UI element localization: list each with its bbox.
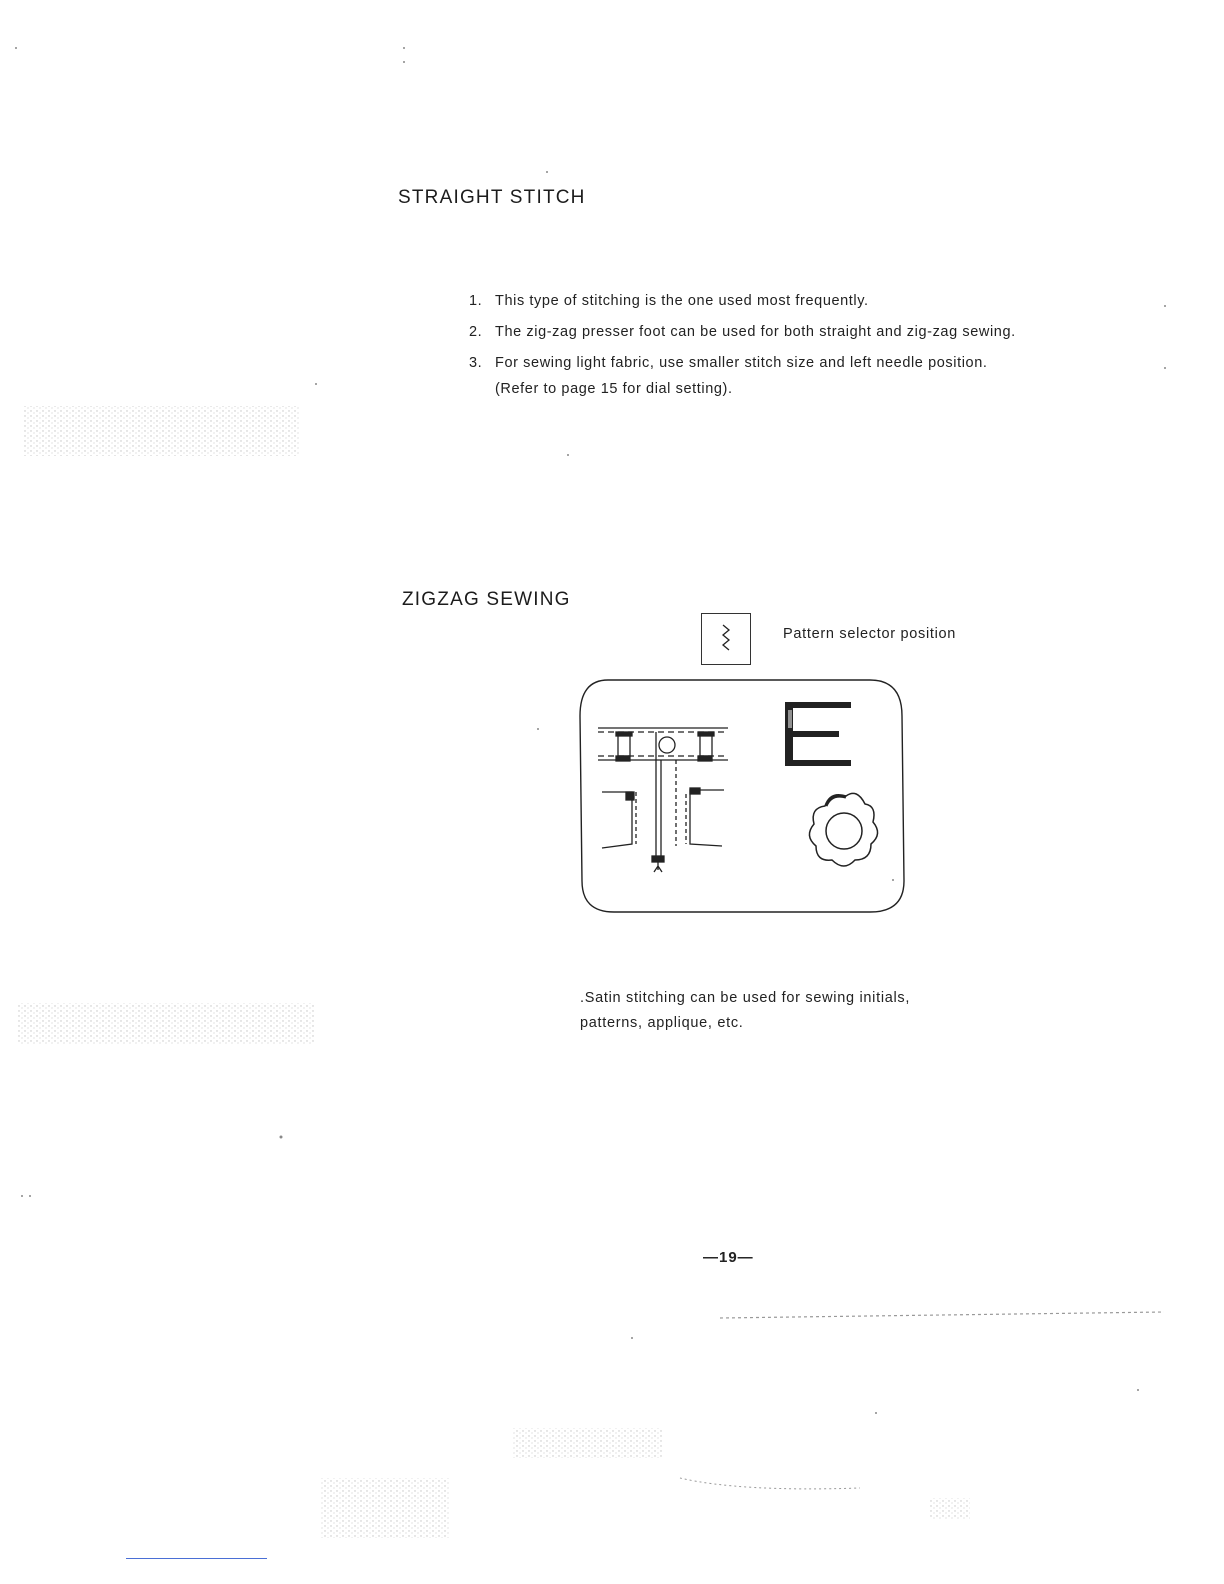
list-item-text: This type of stitching is the one used most frequently. [495,293,869,309]
caption-line: patterns, applique, etc. [580,1015,744,1031]
zigzag-stitch-icon [702,614,749,663]
straight-stitch-heading: STRAIGHT STITCH [398,187,586,208]
list-item-note: (Refer to page 15 for dial setting). [495,381,733,397]
zigzag-sewing-heading: ZIGZAG SEWING [402,589,571,610]
pattern-selector-label: Pattern selector position [783,626,957,642]
presser-foot-icon [598,728,728,872]
straight-stitch-list [469,292,1109,411]
page-number: —19— [703,1249,754,1266]
list-item-number: 2. [469,324,483,340]
caption-line: .Satin stitching can be used for sewing initials, [580,990,911,1006]
satin-caption [580,986,910,1036]
list-item-number: 1. [469,293,483,309]
zigzag-illustration [574,676,910,916]
bottom-rule [126,1558,267,1559]
pattern-selector-box [701,613,751,665]
list-item [469,354,1109,399]
list-item [469,323,1109,342]
list-item-text: For sewing light fabric, use smaller stitch size and left needle position. [495,355,988,371]
list-item-text: The zig-zag presser foot can be used for both straight and zig-zag sewing. [495,324,1016,340]
satin-letter-e-icon [785,702,851,766]
list-item-number: 3. [469,355,483,371]
list-item [469,292,1109,311]
satin-flower-icon [809,793,877,866]
